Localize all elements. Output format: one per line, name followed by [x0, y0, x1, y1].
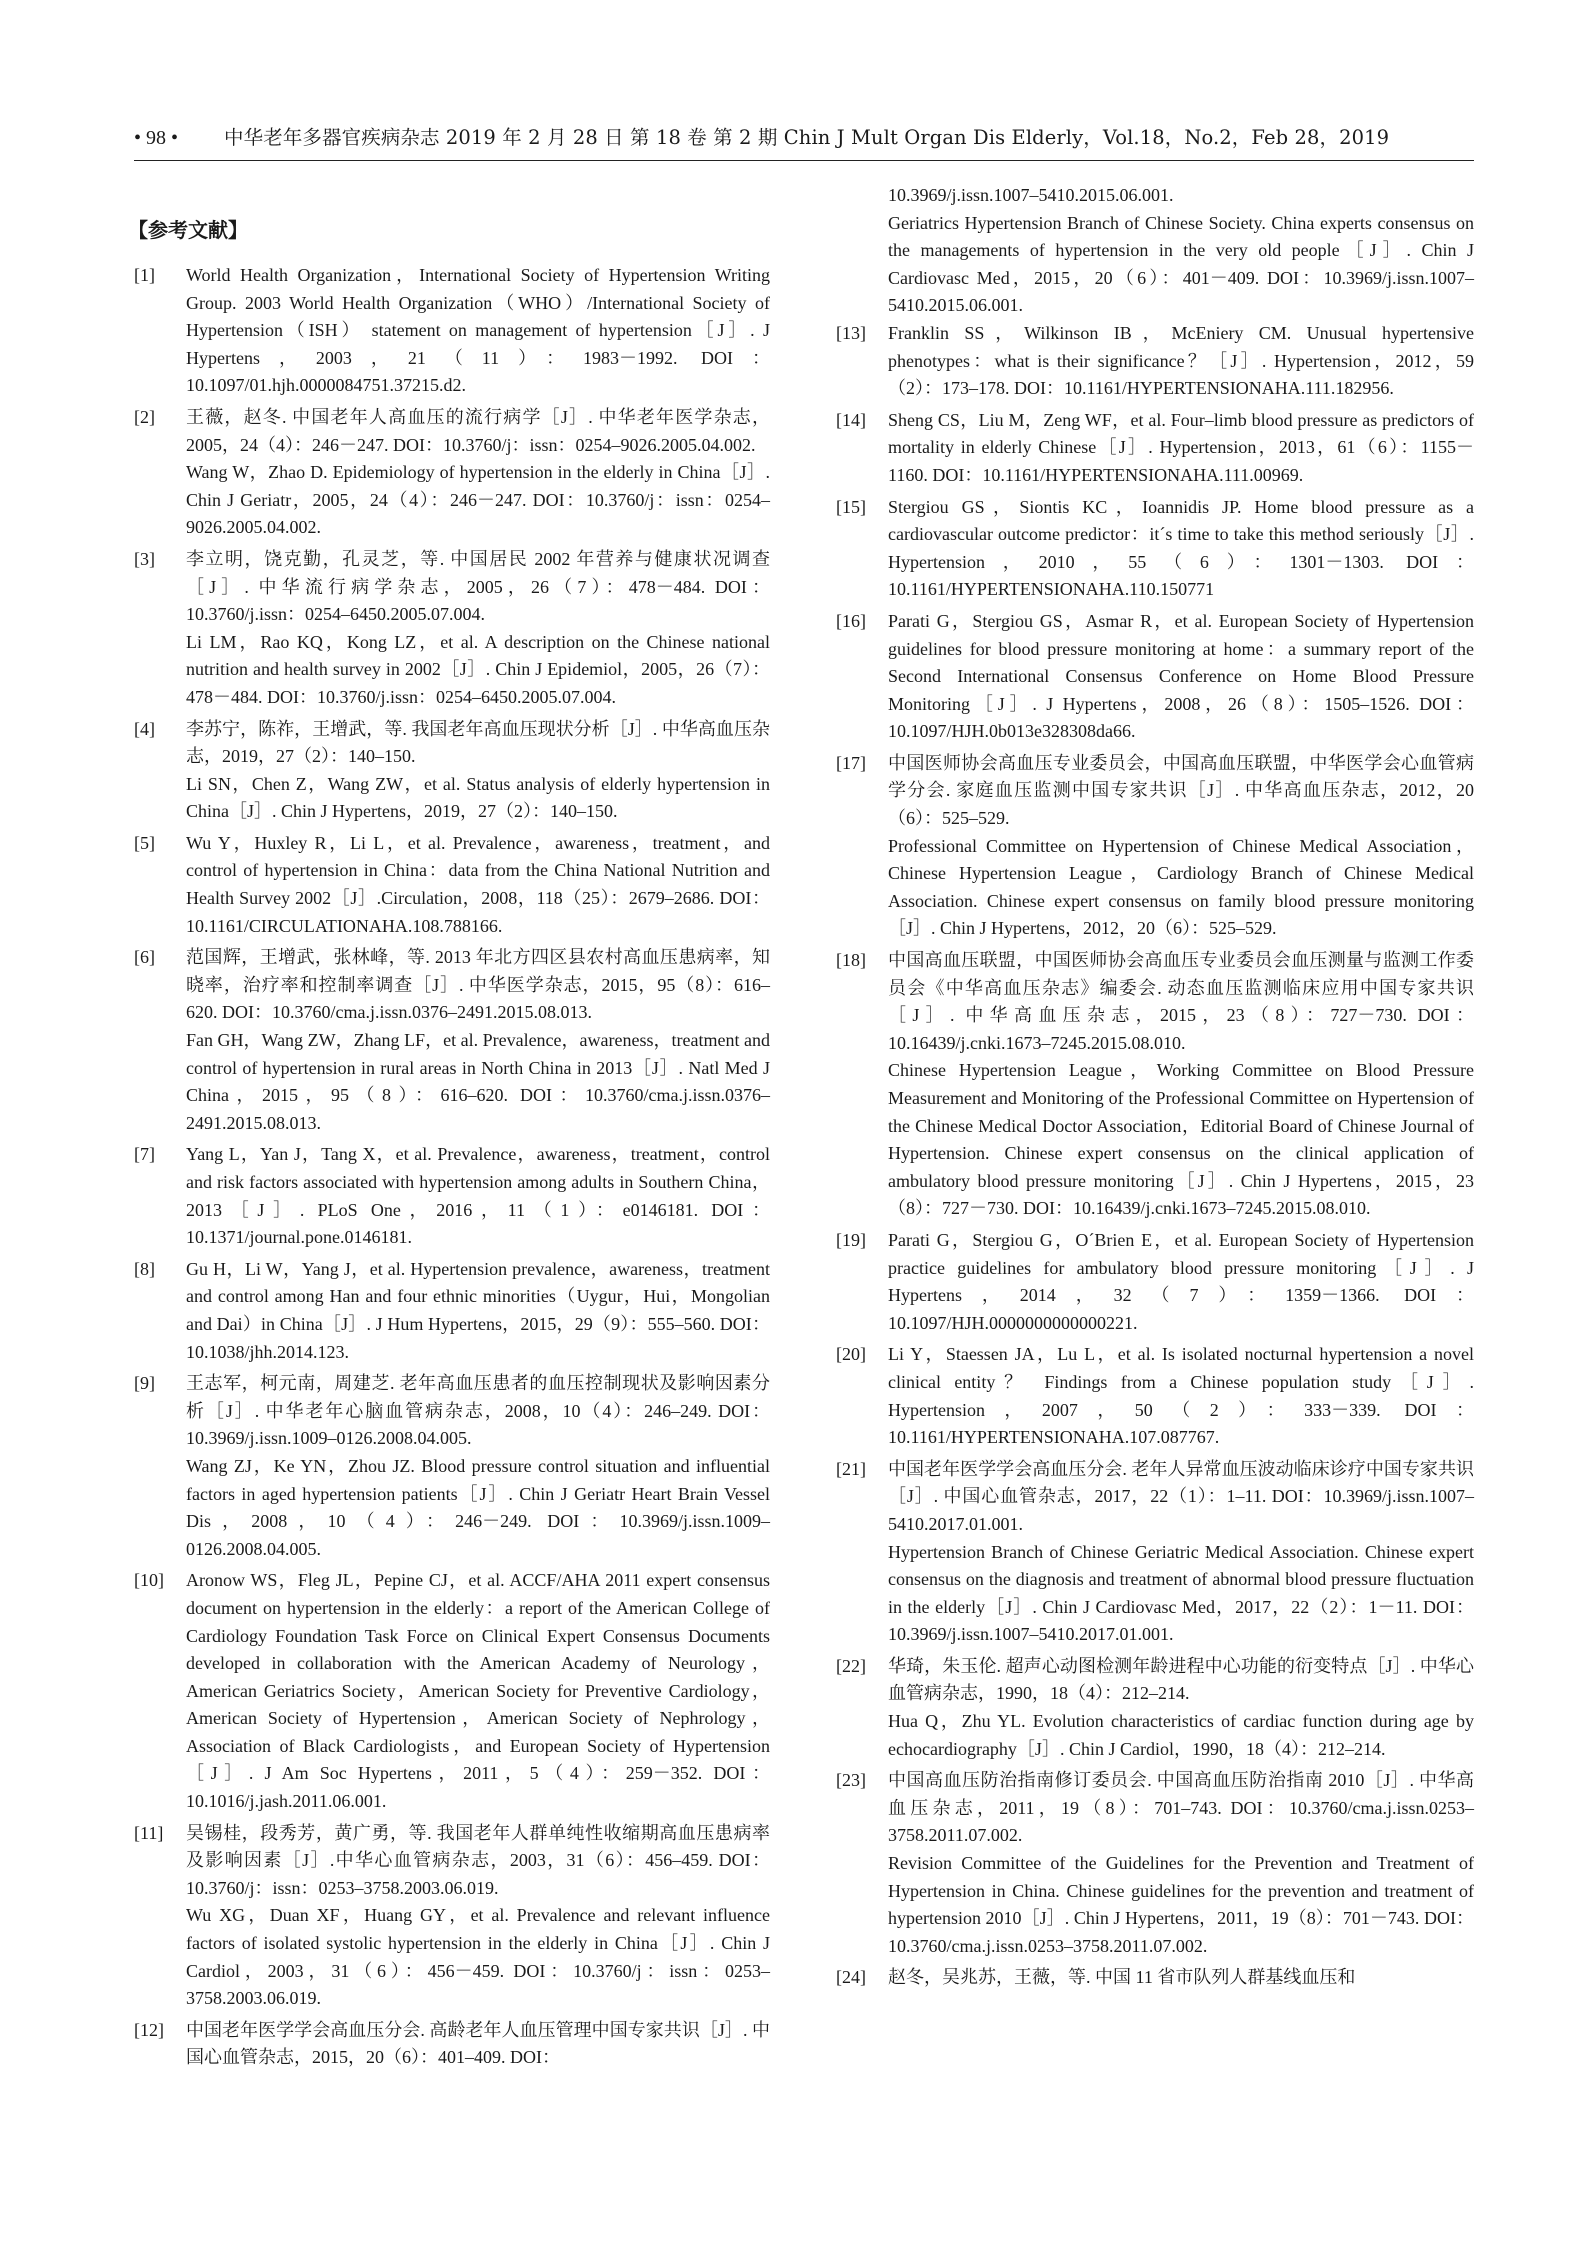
reference-number: [13] [836, 322, 866, 343]
reference-number: [9] [134, 1373, 155, 1394]
running-header [134, 122, 1474, 150]
reference-entry [836, 1964, 1474, 1992]
reference-line: Parati G，Stergiou GS，Asmar R，et al. European Society of Hypertension guidelines for blood pressure monitoring at home：a summary report of the Second International Consensus Conference on Home Blood Pressure Monitoring［J］. J Hypertens，2008，26（8）：1505–1526. DOI：10.1097/HJH.0b013e328308da66. [888, 610, 1474, 742]
reference-entry [836, 750, 1474, 943]
reference-number: [22] [836, 1655, 866, 1676]
reference-line: 范国辉，王增武，张林峰，等. 2013 年北方四区县农村高血压患病率，知晓率，治疗率和控制率调查［J］. 中华医学杂志，2015，95（8）：616–620. DOI：10.3760/cma.j.issn.0376–2491.2015.08.013. [186, 947, 770, 1023]
reference-entry [836, 1341, 1474, 1451]
reference-number: [18] [836, 950, 866, 971]
reference-number: [14] [836, 409, 866, 430]
reference-continuation [836, 182, 1474, 320]
reference-number: [23] [836, 1770, 866, 1791]
reference-text [888, 1964, 1474, 1992]
reference-line: Hua Q，Zhu YL. Evolution characteristics of cardiac function during age by echocardiography［J］. Chin J Cardiol，1990，18（4）：212–214. [888, 1711, 1474, 1759]
reference-entry [134, 262, 770, 400]
reference-text [888, 608, 1474, 746]
reference-number: [7] [134, 1144, 155, 1165]
reference-line: 李立明，饶克勤，孔灵芝，等. 中国居民 2002 年营养与健康状况调查［J］. 中华流行病学杂志，2005，26（7）：478－484. DOI：10.3760/j.issn：0254–6450.2005.07.004. [186, 548, 770, 625]
reference-entry [836, 608, 1474, 746]
reference-line: Yang L，Yan J，Tang X，et al. Prevalence，awareness，treatment，control and risk factors associated with hypertension among adults in Southern China，2013［J］. PLoS One，2016，11（1）：e0146181. DOI：10.1371/journal.pone.0146181. [186, 1144, 770, 1248]
references-heading: 【参考文献】 [128, 218, 248, 242]
reference-number: [19] [836, 1229, 866, 1250]
reference-line: Sheng CS，Liu M，Zeng WF，et al. Four–limb blood pressure as predictors of mortality in elderly Chinese［J］. Hypertension，2013，61（6）：1155－1160. DOI：10.1161/HYPERTENSIONAHA.111.00969. [888, 409, 1474, 485]
reference-number: [3] [134, 548, 155, 569]
reference-entry [836, 1456, 1474, 1649]
reference-line: Li Y，Staessen JA，Lu L，et al. Is isolated nocturnal hypertension a novel clinical entity？ Findings from a Chinese population study［J］. Hypertension，2007，50（2）：333－339. DOI：10.1161/HYPERTENSIONAHA.107.087767. [888, 1344, 1474, 1448]
reference-line: Li SN，Chen Z，Wang ZW，et al. Status analysis of elderly hypertension in China［J］. Chin J Hypertens，2019，27（2）：140–150. [186, 773, 770, 822]
reference-line: 中国高血压联盟，中国医师协会高血压专业委员会血压测量与监测工作委员会《中华高血压杂志》编委会. 动态血压监测临床应用中国专家共识［J］. 中华高血压杂志，2015，23（8）：727－730. DOI：10.16439/j.cnki.1673–7245.2015.08.010. [888, 950, 1474, 1053]
reference-text [186, 404, 770, 542]
reference-line: Hypertension Branch of Chinese Geriatric Medical Association. Chinese expert consensus on the diagnosis and treatment of abnormal blood pressure fluctuation in the elderly［J］. Chin J Cardiovasc Med，2017，22（2）：1－11. DOI：10.3969/j.issn.1007–5410.2017.01.001. [888, 1541, 1474, 1645]
reference-entry [836, 947, 1474, 1223]
reference-line: Stergiou GS，Siontis KC，Ioannidis JP. Home blood pressure as a cardiovascular outcome predictor：it´s time to take this method seriously［J］. Hypertension，2010，55（6）：1301－1303. DOI：10.1161/HYPERTENSIONAHA.110.150771 [888, 496, 1474, 600]
reference-line: World Health Organization，International Society of Hypertension Writing Group. 2003 World Health Organization（WHO）/International Society of Hypertension（ISH） statement on management of hypertension［J］. J Hypertens，2003，21（11）：1983－1992. DOI：10.1097/01.hjh.0000084751.37215.d2. [186, 265, 770, 396]
reference-entry [134, 1567, 770, 1815]
reference-line: Professional Committee on Hypertension of Chinese Medical Association，Chinese Hypertension League，Cardiology Branch of Chinese Medical Association. Chinese expert consensus on family blood pressure monitoring［J］. Chin J Hypertens，2012，20（6）：525–529. [888, 835, 1474, 939]
reference-text [888, 494, 1474, 604]
reference-text [888, 1341, 1474, 1451]
reference-number: [24] [836, 1967, 866, 1988]
reference-line: Parati G，Stergiou G，O´Brien E，et al. European Society of Hypertension practice guidelines for ambulatory blood pressure monitoring［J］. J Hypertens，2014，32（7）：1359－1366. DOI：10.1097/HJH.0000000000000221. [888, 1229, 1474, 1333]
reference-text [888, 407, 1474, 490]
reference-text [186, 944, 770, 1137]
reference-line: Wang ZJ，Ke YN，Zhou JZ. Blood pressure control situation and influential factors in aged hypertension patients［J］. Chin J Geriatr Heart Brain Vessel Dis，2008，10（4）：246－249. DOI：10.3969/j.issn.1009–0126.2008.04.005. [186, 1455, 770, 1559]
reference-number: [4] [134, 718, 155, 739]
reference-number: [20] [836, 1344, 866, 1365]
reference-line: 中国老年医学学会高血压分会. 高龄老年人血压管理中国专家共识［J］. 中国心血管杂志，2015，20（6）：401–409. DOI： [186, 2019, 770, 2068]
reference-number: [1] [134, 265, 155, 285]
reference-entry [134, 1370, 770, 1563]
reference-text [888, 1767, 1474, 1960]
reference-line: Wu Y，Huxley R，Li L，et al. Prevalence，awareness，treatment，and control of hypertension in China：data from the China National Nutrition and Health Survey 2002［J］.Circulation，2008，118（25）：2679–2686. DOI：10.1161/CIRCULATIONAHA.108.788166. [186, 832, 770, 936]
reference-line: Geriatrics Hypertension Branch of Chinese Society. China experts consensus on the managements of hypertension in the very old people［J］. Chin J Cardiovasc Med，2015，20（6）：401－409. DOI：10.3969/j.issn.1007–5410.2015.06.001. [888, 212, 1474, 316]
reference-line: Wu XG，Duan XF，Huang GY，et al. Prevalence and relevant influence factors of isolated systolic hypertension in the elderly in China［J］. Chin J Cardiol，2003，31（6）：456－459. DOI：10.3760/j：issn：0253–3758.2003.06.019. [186, 1905, 770, 2009]
reference-number: [8] [134, 1258, 155, 1279]
reference-entry [134, 404, 770, 542]
reference-number: [11] [134, 1822, 164, 1843]
reference-text [186, 1820, 770, 2013]
reference-number: [6] [134, 947, 155, 968]
reference-line: Li LM，Rao KQ，Kong LZ，et al. A description on the Chinese national nutrition and health survey in 2002［J］. Chin J Epidemiol，2005，26（7）：478－484. DOI：10.3760/j.issn：0254–6450.2005.07.004. [186, 631, 770, 707]
reference-number: [21] [836, 1458, 866, 1479]
reference-line: Franklin SS，Wilkinson IB，McEniery CM. Unusual hypertensive phenotypes：what is their significance？［J］. Hypertension，2012，59（2）：173–178. DOI：10.1161/HYPERTENSIONAHA.111.182956. [888, 322, 1474, 399]
reference-entry [134, 1256, 770, 1366]
reference-entry [836, 494, 1474, 604]
reference-line: Aronow WS，Fleg JL，Pepine CJ，et al. ACCF/AHA 2011 expert consensus document on hypertension in the elderly：a report of the American College of Cardiology Foundation Task Force on Clinical Expert Consensus Documents developed in collaboration with the American Academy of Neurology，American Geriatrics Society，American Society for Preventive Cardiology，American Society of Hypertension，American Society of Nephrology，Association of Black Cardiologists，and European Society of Hypertension［J］. J Am Soc Hypertens，2011，5（4）：259－352. DOI：10.1016/j.jash.2011.06.001. [186, 1570, 770, 1812]
reference-number: [15] [836, 496, 866, 517]
reference-line: 吴锡桂，段秀芳，黄广勇，等. 我国老年人群单纯性收缩期高血压患病率及影响因素［J］.中华心血管病杂志，2003，31（6）：456–459. DOI：10.3760/j：issn：0253–3758.2003.06.019. [186, 1822, 770, 1898]
reference-entry [134, 2017, 770, 2072]
reference-text [186, 1567, 770, 1815]
reference-text [186, 830, 770, 940]
reference-line: 10.3969/j.issn.1007–5410.2015.06.001. [888, 185, 1174, 205]
reference-text [888, 947, 1474, 1223]
reference-text [186, 546, 770, 712]
reference-number: [17] [836, 752, 866, 773]
reference-number: [2] [134, 406, 155, 427]
reference-number: [5] [134, 832, 155, 853]
reference-number: [10] [134, 1570, 164, 1591]
reference-line: 赵冬，吴兆苏，王薇，等. 中国 11 省市队列人群基线血压和 [888, 1967, 1356, 1988]
reference-line: 中国高血压防治指南修订委员会. 中国高血压防治指南 2010［J］. 中华高血压杂志，2011，19（8）：701–743. DOI：10.3760/cma.j.issn.0253–3758.2011.07.002. [888, 1770, 1474, 1846]
references-left-column [134, 262, 770, 2076]
header-rule [134, 160, 1474, 161]
reference-line: 华琦，朱玉伦. 超声心动图检测年龄进程中心功能的衍变特点［J］. 中华心血管病杂志，1990，18（4）：212–214. [888, 1655, 1474, 1704]
reference-entry [134, 1820, 770, 2013]
reference-line: 李苏宁，陈祚，王增武，等. 我国老年高血压现状分析［J］. 中华高血压杂志，2019，27（2）：140–150. [186, 718, 770, 767]
reference-entry [836, 320, 1474, 403]
reference-text [888, 1227, 1474, 1337]
reference-text [186, 1256, 770, 1366]
reference-text [186, 2017, 770, 2072]
reference-text [888, 1653, 1474, 1763]
page-number: • 98 • [134, 127, 179, 149]
reference-line: Wang W，Zhao D. Epidemiology of hypertension in the elderly in China［J］. Chin J Geriatr，2005，24（4）：246－247. DOI：10.3760/j：issn：0254–9026.2005.04.002. [186, 462, 770, 538]
reference-line: Fan GH，Wang ZW，Zhang LF，et al. Prevalence，awareness，treatment and control of hypertension in rural areas in North China in 2013［J］. Natl Med J China，2015，95（8）：616–620. DOI：10.3760/cma.j.issn.0376–2491.2015.08.013. [186, 1030, 770, 1133]
reference-text [888, 1456, 1474, 1649]
reference-text [186, 262, 770, 400]
reference-entry [134, 716, 770, 826]
reference-entry [836, 407, 1474, 490]
reference-entry [836, 1653, 1474, 1763]
reference-text [186, 1141, 770, 1251]
reference-entry [134, 1141, 770, 1251]
reference-text [186, 1370, 770, 1563]
reference-line: 王薇，赵冬. 中国老年人高血压的流行病学［J］. 中华老年医学杂志，2005，24（4）：246－247. DOI：10.3760/j：issn：0254–9026.2005.04.002. [186, 406, 770, 455]
reference-entry [134, 546, 770, 712]
reference-number: [12] [134, 2019, 164, 2040]
reference-number: [16] [836, 610, 866, 631]
reference-line: Chinese Hypertension League，Working Committee on Blood Pressure Measurement and Monitoring of the Professional Committee on Hypertension of the Chinese Medical Doctor Association，Editorial Board of Chinese Journal of Hypertension. Chinese expert consensus on the clinical application of ambulatory blood pressure monitoring［J］. Chin J Hypertens，2015，23（8）：727－730. DOI：10.16439/j.cnki.1673–7245.2015.08.010. [888, 1060, 1474, 1219]
reference-entry [836, 1227, 1474, 1337]
references-right-column [836, 182, 1474, 1996]
reference-entry [836, 1767, 1474, 1960]
reference-line: 王志军，柯元南，周建芝. 老年高血压患者的血压控制现状及影响因素分析［J］. 中华老年心脑血管病杂志，2008，10（4）：246–249. DOI：10.3969/j.issn.1009–0126.2008.04.005. [186, 1373, 770, 1449]
reference-entry [134, 830, 770, 940]
reference-text [186, 716, 770, 826]
reference-line: 中国老年医学学会高血压分会. 老年人异常血压波动临床诊疗中国专家共识［J］. 中国心血管杂志，2017，22（1）：1–11. DOI：10.3969/j.issn.1007–5410.2017.01.001. [888, 1458, 1474, 1534]
journal-citation-line: 中华老年多器官疾病杂志 2019 年 2 月 28 日 第 18 卷 第 2 期 Chin J Mult Organ Dis Elderly，Vol.18，No.2，Feb 28，2019 [224, 126, 1390, 149]
reference-line: 中国医师协会高血压专业委员会，中国高血压联盟，中华医学会心血管病学分会. 家庭血压监测中国专家共识［J］. 中华高血压杂志，2012，20（6）：525–529. [888, 752, 1474, 829]
reference-text [888, 750, 1474, 943]
reference-text [888, 320, 1474, 403]
reference-entry [134, 944, 770, 1137]
reference-line: Gu H，Li W，Yang J，et al. Hypertension prevalence，awareness，treatment and control among Han and four ethnic minorities（Uygur，Hui，Mongolian and Dai）in China［J］. J Hum Hypertens，2015，29（9）：555–560. DOI：10.1038/jhh.2014.123. [186, 1258, 770, 1362]
reference-line: Revision Committee of the Guidelines for the Prevention and Treatment of Hypertension in China. Chinese guidelines for the prevention and treatment of hypertension 2010［J］. Chin J Hypertens，2011，19（8）：701－743. DOI：10.3760/cma.j.issn.0253–3758.2011.07.002. [888, 1853, 1474, 1956]
